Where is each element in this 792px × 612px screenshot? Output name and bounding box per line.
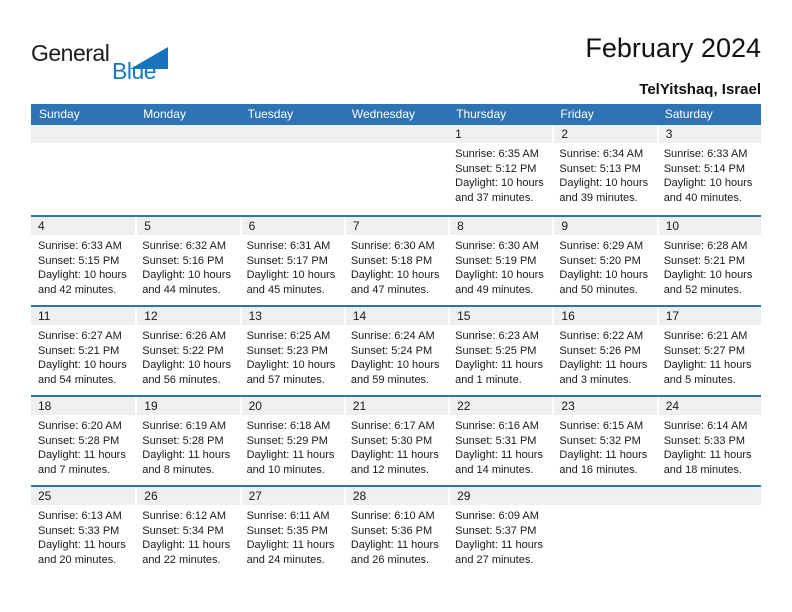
day-number: 16 (552, 307, 656, 325)
daylight-line-2: and 47 minutes. (350, 283, 430, 296)
calendar-day-cell (657, 125, 761, 215)
daylight-line-1: Daylight: 10 hours (38, 269, 127, 281)
day-number (240, 125, 344, 143)
day-details (135, 505, 239, 567)
calendar-day-cell (552, 125, 656, 215)
sunset-line: Sunset: 5:22 PM (142, 344, 224, 357)
calendar-day-cell (552, 217, 656, 305)
sunrise-line: Sunrise: 6:29 AM (559, 240, 644, 252)
sunset-line: Sunset: 5:18 PM (350, 254, 433, 267)
sunset-line: Sunset: 5:27 PM (663, 344, 746, 357)
sunset-line: Sunset: 5:28 PM (38, 434, 120, 447)
day-number: 3 (657, 125, 761, 143)
daylight-line-2: and 14 minutes. (455, 463, 534, 476)
day-number: 23 (552, 397, 656, 415)
day-details (344, 415, 448, 477)
sunset-line: Sunset: 5:33 PM (38, 524, 120, 537)
day-details (448, 143, 552, 205)
weekday-thursday: Thursday (456, 107, 507, 121)
daylight-line-1: Daylight: 11 hours (455, 359, 543, 371)
day-number: 15 (448, 307, 552, 325)
sunset-line: Sunset: 5:37 PM (455, 524, 537, 537)
daylight-line-2: and 49 minutes. (455, 283, 534, 296)
calendar-empty-cell (552, 487, 656, 575)
sunset-line: Sunset: 5:32 PM (559, 434, 641, 447)
sunset-line: Sunset: 5:35 PM (246, 524, 328, 537)
daylight-line-1: Daylight: 10 hours (142, 359, 231, 371)
day-details (657, 143, 761, 205)
daylight-line-1: Daylight: 11 hours (663, 449, 752, 461)
sunset-line: Sunset: 5:13 PM (559, 162, 641, 175)
daylight-line-2: and 40 minutes. (663, 191, 742, 204)
daylight-line-1: Daylight: 11 hours (559, 359, 648, 371)
daylight-line-2: and 8 minutes. (142, 463, 215, 476)
sunrise-line: Sunrise: 6:31 AM (246, 240, 331, 252)
daylight-line-2: and 37 minutes. (455, 191, 534, 204)
day-number (31, 125, 135, 143)
calendar-day-cell (344, 397, 448, 485)
day-number (552, 487, 656, 505)
day-number: 17 (657, 307, 761, 325)
logo-text-general: General (31, 40, 110, 66)
day-number: 5 (135, 217, 239, 235)
day-number: 2 (552, 125, 656, 143)
calendar-empty-cell (657, 487, 761, 575)
calendar-day-cell (344, 487, 448, 575)
day-details (240, 415, 344, 477)
daylight-line-2: and 12 minutes. (350, 463, 430, 476)
calendar-day-cell (31, 397, 135, 485)
daylight-line-2: and 59 minutes. (350, 373, 430, 386)
day-number: 10 (657, 217, 761, 235)
sunset-line: Sunset: 5:12 PM (455, 162, 537, 175)
daylight-line-2: and 18 minutes. (663, 463, 742, 476)
daylight-line-1: Daylight: 10 hours (663, 269, 753, 281)
sunrise-line: Sunrise: 6:30 AM (455, 240, 539, 252)
calendar-empty-cell (240, 125, 344, 215)
daylight-line-1: Daylight: 11 hours (350, 449, 439, 461)
sunset-line: Sunset: 5:20 PM (559, 254, 641, 267)
weekday-monday: Monday (143, 107, 186, 121)
daylight-line-2: and 3 minutes. (559, 373, 632, 386)
day-number: 29 (448, 487, 552, 505)
day-details (448, 505, 552, 567)
day-number: 22 (448, 397, 552, 415)
calendar-day-cell (657, 397, 761, 485)
day-details (344, 235, 448, 297)
daylight-line-1: Daylight: 11 hours (38, 539, 126, 551)
sunrise-line: Sunrise: 6:26 AM (142, 330, 227, 342)
calendar-day-cell (448, 217, 552, 305)
daylight-line-1: Daylight: 10 hours (455, 177, 544, 189)
daylight-line-2: and 56 minutes. (142, 373, 221, 386)
sunrise-line: Sunrise: 6:23 AM (455, 330, 539, 342)
daylight-line-2: and 24 minutes. (246, 553, 325, 566)
sunrise-line: Sunrise: 6:18 AM (246, 420, 331, 432)
daylight-line-1: Daylight: 11 hours (142, 449, 231, 461)
calendar-weeks (31, 125, 761, 575)
day-number (657, 487, 761, 505)
sunset-line: Sunset: 5:21 PM (663, 254, 746, 267)
daylight-line-1: Daylight: 10 hours (350, 269, 440, 281)
sunrise-line: Sunrise: 6:28 AM (663, 240, 748, 252)
daylight-line-1: Daylight: 11 hours (455, 539, 543, 551)
day-details (448, 325, 552, 387)
calendar-day-cell (240, 487, 344, 575)
sunrise-line: Sunrise: 6:14 AM (663, 420, 748, 432)
calendar-empty-cell (31, 125, 135, 215)
daylight-line-1: Daylight: 11 hours (142, 539, 231, 551)
day-details (552, 415, 656, 477)
daylight-line-2: and 22 minutes. (142, 553, 221, 566)
daylight-line-1: Daylight: 10 hours (455, 269, 544, 281)
day-details (344, 505, 448, 567)
sunset-line: Sunset: 5:31 PM (455, 434, 537, 447)
day-details (135, 235, 239, 297)
daylight-line-1: Daylight: 10 hours (246, 359, 336, 371)
day-number: 13 (240, 307, 344, 325)
sunset-line: Sunset: 5:19 PM (455, 254, 537, 267)
week-row (31, 305, 761, 395)
daylight-line-2: and 39 minutes. (559, 191, 638, 204)
sunrise-line: Sunrise: 6:34 AM (559, 148, 644, 160)
daylight-line-1: Daylight: 11 hours (38, 449, 126, 461)
sunset-line: Sunset: 5:30 PM (350, 434, 433, 447)
day-details (552, 235, 656, 297)
day-number: 21 (344, 397, 448, 415)
daylight-line-1: Daylight: 11 hours (350, 539, 439, 551)
sunrise-line: Sunrise: 6:17 AM (350, 420, 435, 432)
day-details (31, 325, 135, 387)
day-number: 12 (135, 307, 239, 325)
calendar-empty-cell (135, 125, 239, 215)
day-number (344, 125, 448, 143)
sunrise-line: Sunrise: 6:10 AM (350, 510, 435, 522)
day-details (240, 325, 344, 387)
daylight-line-2: and 5 minutes. (663, 373, 736, 386)
day-details (31, 235, 135, 297)
sunrise-line: Sunrise: 6:33 AM (663, 148, 748, 160)
calendar-day-cell (448, 397, 552, 485)
daylight-line-2: and 45 minutes. (246, 283, 325, 296)
sunrise-line: Sunrise: 6:11 AM (246, 510, 330, 522)
general-blue-logo (31, 38, 161, 84)
day-details (135, 415, 239, 477)
sunset-line: Sunset: 5:14 PM (663, 162, 746, 175)
sunset-line: Sunset: 5:16 PM (142, 254, 224, 267)
daylight-line-1: Daylight: 10 hours (246, 269, 336, 281)
sunset-line: Sunset: 5:29 PM (246, 434, 328, 447)
daylight-line-2: and 57 minutes. (246, 373, 325, 386)
calendar-day-cell (657, 217, 761, 305)
day-number: 4 (31, 217, 135, 235)
daylight-line-1: Daylight: 11 hours (663, 359, 752, 371)
calendar-day-cell (135, 307, 239, 395)
daylight-line-1: Daylight: 11 hours (455, 449, 543, 461)
week-row (31, 125, 761, 215)
daylight-line-1: Daylight: 10 hours (559, 269, 649, 281)
sunset-line: Sunset: 5:24 PM (350, 344, 433, 357)
day-number: 28 (344, 487, 448, 505)
daylight-line-1: Daylight: 10 hours (38, 359, 127, 371)
day-details (240, 505, 344, 567)
sunset-line: Sunset: 5:34 PM (142, 524, 224, 537)
calendar-day-cell (448, 307, 552, 395)
sunrise-line: Sunrise: 6:22 AM (559, 330, 644, 342)
daylight-line-2: and 7 minutes. (38, 463, 111, 476)
daylight-line-2: and 42 minutes. (38, 283, 117, 296)
sunrise-line: Sunrise: 6:27 AM (38, 330, 122, 342)
sunrise-line: Sunrise: 6:32 AM (142, 240, 227, 252)
sunrise-line: Sunrise: 6:24 AM (350, 330, 435, 342)
sunset-line: Sunset: 5:17 PM (246, 254, 328, 267)
daylight-line-1: Daylight: 11 hours (246, 449, 335, 461)
sunrise-line: Sunrise: 6:30 AM (350, 240, 435, 252)
page-title: February 2024 (585, 33, 761, 63)
sunrise-line: Sunrise: 6:33 AM (38, 240, 122, 252)
weekday-sunday: Sunday (39, 107, 80, 121)
day-number: 9 (552, 217, 656, 235)
daylight-line-2: and 44 minutes. (142, 283, 221, 296)
day-number: 6 (240, 217, 344, 235)
daylight-line-2: and 20 minutes. (38, 553, 117, 566)
sunset-line: Sunset: 5:36 PM (350, 524, 433, 537)
daylight-line-2: and 54 minutes. (38, 373, 117, 386)
day-number: 1 (448, 125, 552, 143)
day-details (448, 235, 552, 297)
day-number (135, 125, 239, 143)
week-row (31, 215, 761, 305)
weekday-saturday: Saturday (664, 107, 713, 121)
sunset-line: Sunset: 5:15 PM (38, 254, 120, 267)
calendar-day-cell (240, 397, 344, 485)
sunset-line: Sunset: 5:23 PM (246, 344, 328, 357)
day-number: 25 (31, 487, 135, 505)
day-number: 27 (240, 487, 344, 505)
weekday-tuesday: Tuesday (247, 107, 294, 121)
day-number: 24 (657, 397, 761, 415)
sunrise-line: Sunrise: 6:16 AM (455, 420, 539, 432)
calendar-day-cell (657, 307, 761, 395)
sunrise-line: Sunrise: 6:09 AM (455, 510, 539, 522)
daylight-line-2: and 1 minute. (455, 373, 522, 386)
calendar-day-cell (448, 125, 552, 215)
day-number: 20 (240, 397, 344, 415)
daylight-line-1: Daylight: 10 hours (559, 177, 649, 189)
calendar-day-cell (240, 217, 344, 305)
calendar-day-cell (135, 217, 239, 305)
day-details (657, 415, 761, 477)
logo-text-blue: Blue (112, 58, 157, 84)
calendar-day-cell (344, 217, 448, 305)
sunset-line: Sunset: 5:21 PM (38, 344, 120, 357)
calendar-day-cell (135, 487, 239, 575)
sunset-line: Sunset: 5:26 PM (559, 344, 641, 357)
calendar-day-cell (344, 307, 448, 395)
day-number: 18 (31, 397, 135, 415)
sunrise-line: Sunrise: 6:13 AM (38, 510, 122, 522)
day-details (31, 415, 135, 477)
day-details (135, 325, 239, 387)
sunrise-line: Sunrise: 6:19 AM (142, 420, 227, 432)
day-number: 14 (344, 307, 448, 325)
daylight-line-2: and 10 minutes. (246, 463, 325, 476)
daylight-line-2: and 52 minutes. (663, 283, 742, 296)
week-row (31, 395, 761, 485)
daylight-line-1: Daylight: 10 hours (350, 359, 440, 371)
location-subtitle: TelYitshaq, Israel (639, 81, 761, 98)
day-details (657, 235, 761, 297)
sunset-line: Sunset: 5:33 PM (663, 434, 746, 447)
day-number: 8 (448, 217, 552, 235)
day-details (240, 235, 344, 297)
sunset-line: Sunset: 5:25 PM (455, 344, 537, 357)
calendar-day-cell (31, 217, 135, 305)
sunrise-line: Sunrise: 6:25 AM (246, 330, 331, 342)
day-details (344, 325, 448, 387)
day-details (552, 325, 656, 387)
day-number: 26 (135, 487, 239, 505)
day-number: 7 (344, 217, 448, 235)
calendar-day-cell (240, 307, 344, 395)
daylight-line-1: Daylight: 11 hours (246, 539, 335, 551)
calendar-empty-cell (344, 125, 448, 215)
daylight-line-1: Daylight: 10 hours (663, 177, 753, 189)
sunrise-line: Sunrise: 6:21 AM (663, 330, 748, 342)
day-details (552, 143, 656, 205)
day-details (448, 415, 552, 477)
daylight-line-1: Daylight: 11 hours (559, 449, 648, 461)
sunrise-line: Sunrise: 6:35 AM (455, 148, 539, 160)
calendar-day-cell (135, 397, 239, 485)
day-details (31, 505, 135, 567)
sunset-line: Sunset: 5:28 PM (142, 434, 224, 447)
calendar-day-cell (448, 487, 552, 575)
weekday-friday: Friday (560, 107, 594, 121)
daylight-line-2: and 16 minutes. (559, 463, 638, 476)
calendar-day-cell (552, 397, 656, 485)
day-number: 11 (31, 307, 135, 325)
sunrise-line: Sunrise: 6:20 AM (38, 420, 122, 432)
calendar-day-cell (552, 307, 656, 395)
daylight-line-1: Daylight: 10 hours (142, 269, 231, 281)
calendar-day-cell (31, 307, 135, 395)
weekday-header-row (31, 104, 761, 125)
day-details (657, 325, 761, 387)
daylight-line-2: and 50 minutes. (559, 283, 638, 296)
weekday-wednesday: Wednesday (351, 107, 415, 121)
week-row (31, 485, 761, 575)
calendar-day-cell (31, 487, 135, 575)
daylight-line-2: and 26 minutes. (350, 553, 430, 566)
daylight-line-2: and 27 minutes. (455, 553, 534, 566)
sunrise-line: Sunrise: 6:12 AM (142, 510, 227, 522)
day-number: 19 (135, 397, 239, 415)
calendar-table (31, 104, 761, 575)
sunrise-line: Sunrise: 6:15 AM (559, 420, 644, 432)
